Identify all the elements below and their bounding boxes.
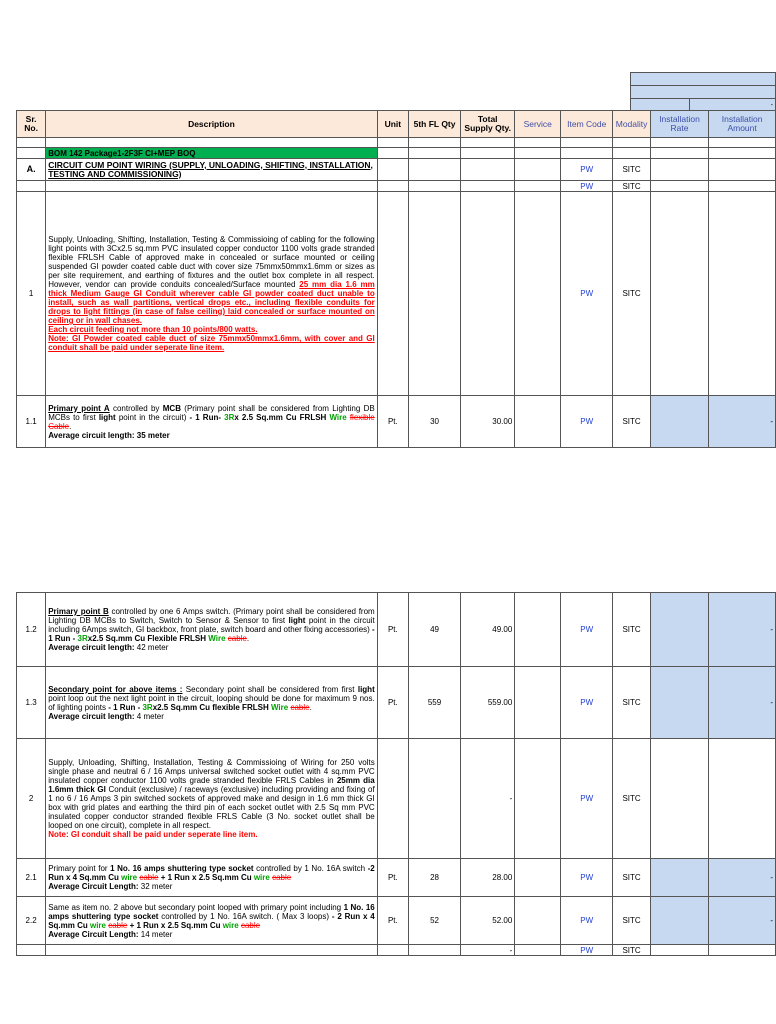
item-code: PW <box>561 593 613 667</box>
table-row <box>17 859 776 897</box>
header-row <box>17 111 776 138</box>
fl-qty: 49 <box>408 593 460 667</box>
boq-table-lower <box>16 592 776 956</box>
desc-green: 3R <box>142 702 153 712</box>
sr-no: 1.1 <box>17 396 46 448</box>
desc-bold: - 1 Run- <box>189 412 225 422</box>
code-row <box>17 181 776 192</box>
desc-bold: light <box>288 616 306 625</box>
modality: SITC <box>613 396 651 448</box>
avg-label: Average Circuit Length: <box>48 882 139 891</box>
avg-value: 32 meter <box>138 882 173 891</box>
modality: SITC <box>613 945 651 956</box>
avg-length: Average circuit length: 35 meter <box>48 430 170 440</box>
total-qty: 559.00 <box>461 667 515 739</box>
desc-green: Wire <box>208 634 226 643</box>
desc-text: Conduit (exclusive) / raceways (exclusive) including providing and fixing of 1 no 6 / 16 Amps 3 pin switched sockets of approved make and design in 1.6 mm thick GI box with grid plates and earthing the third pin of each socket outlet with 2.5 Sq mm PVC insulated copper conductor stranded flexible FRLS Cable (3 No. socket outlet shall be looped on one circuit), complete in all respect. <box>48 785 375 830</box>
section-title: CIRCUIT CUM POINT WIRING (SUPPLY, UNLOADING, SHIFTING, INSTALLATION, TESTING AND COMMISSIONING) <box>46 159 378 181</box>
section-letter: A. <box>17 159 46 181</box>
fl-qty: 559 <box>408 667 460 739</box>
desc-bold: MCB <box>162 403 181 413</box>
desc-text: . <box>309 702 312 712</box>
desc-green: 3R <box>224 412 235 422</box>
desc-bold: - 1 Run - <box>108 702 143 712</box>
boq-title-row <box>17 148 776 159</box>
item-description <box>46 859 378 897</box>
spacer-row <box>17 138 776 148</box>
item-description <box>46 192 378 396</box>
desc-text: Supply, Unloading, Shifting, Installation, Testing & Commissioing of Wiring for 250 volts single phase and neutral 6 / 16 Amps universal switched socket outlet with 4 sq.mm PVC insulated copper conductor 1100 volts grade stranded flexible FRLS Cables in <box>48 758 375 785</box>
desc-underline: Primary point A <box>48 403 110 413</box>
col-description: Description <box>46 111 378 138</box>
desc-bold: x 2.5 Sq.mm Cu FRLSH <box>234 412 330 422</box>
item-description <box>46 739 378 859</box>
col-modality: Modality <box>613 111 651 138</box>
table-row <box>17 667 776 739</box>
total-qty: 28.00 <box>461 859 515 897</box>
avg-label: Average circuit length: <box>48 643 135 652</box>
total-qty: 49.00 <box>461 593 515 667</box>
desc-strike: cable <box>272 873 292 882</box>
item-code: PW <box>561 396 613 448</box>
desc-strike: cable <box>108 920 128 930</box>
desc-bold: light <box>357 684 375 694</box>
desc-bold: 25mm dia 1.6mm thick GI <box>48 776 375 794</box>
modality: SITC <box>613 159 651 181</box>
item-description <box>46 897 378 945</box>
desc-text: controlled by <box>109 403 163 413</box>
desc-bold: - 1 Run - <box>48 625 375 643</box>
desc-green: wire <box>253 873 270 882</box>
install-amount: - <box>709 396 776 448</box>
sr-no: 2.2 <box>17 897 46 945</box>
col-install-rate: Installation Rate <box>650 111 708 138</box>
item-description <box>46 396 378 448</box>
desc-text: . <box>69 421 72 431</box>
desc-bold: + 1 Run x 2.5 Sq.mm Cu <box>158 873 254 882</box>
col-item-code: Item Code <box>561 111 613 138</box>
modality: SITC <box>613 739 651 859</box>
sr-no: 1.3 <box>17 667 46 739</box>
desc-green: 3R <box>77 634 88 643</box>
item-code: PW <box>561 192 613 396</box>
desc-text: controlled by 1 No. 16A switch. ( Max 3 loops) <box>158 911 332 921</box>
sr-no: 1 <box>17 192 46 396</box>
desc-bold: x2.5 Sq.mm Cu Flexible FRLSH <box>87 634 209 643</box>
install-amount: - <box>709 593 776 667</box>
sr-no: 2 <box>17 739 46 859</box>
col-sr-no: Sr. No. <box>17 111 46 138</box>
modality: SITC <box>613 593 651 667</box>
item-description <box>46 593 378 667</box>
modality: SITC <box>613 181 651 192</box>
boq-title: BOM 142 Package1-2F3F CI+MEP BOQ <box>46 148 378 159</box>
desc-text: Supply, Unloading, Shifting, Installation, Testing & Commissioing of cabling for the following light points with 3Cx2.5 sq.mm PVC insulated copper conductor 1100 volts grade stranded flexible FRLSH Cable of approved make in concealed or surface mounted or ceiling suspended GI powder coated cable duct with cover size 75mmx50mmx1.6mm or sizes as per site requirement, and earthing of fixtures and the outlet box complete in all respect. However, vendor can provide conduits concealed/Surface mounted <box>48 235 375 289</box>
item-code: PW <box>561 945 613 956</box>
desc-bold: 1 No. 16 amps shuttering type socket <box>110 864 254 873</box>
modality: SITC <box>613 897 651 945</box>
desc-strike: cable <box>240 920 261 930</box>
desc-green: wire <box>121 873 138 882</box>
desc-strike: cable <box>139 873 159 882</box>
desc-bold: 1 No. 16 amps shuttering type socket <box>48 902 375 921</box>
install-amount: - <box>709 667 776 739</box>
item-code: PW <box>561 739 613 859</box>
avg-label: Average circuit length: <box>48 711 135 721</box>
avg-value: 42 meter <box>134 643 169 652</box>
desc-bold: light <box>98 412 116 422</box>
avg-length <box>48 882 375 891</box>
col-unit: Unit <box>377 111 408 138</box>
install-amount: - <box>709 897 776 945</box>
table-row <box>17 897 776 945</box>
item-code: PW <box>561 159 613 181</box>
unit: Pt. <box>377 396 408 448</box>
table-row <box>17 945 776 956</box>
install-amount: - <box>709 859 776 897</box>
avg-value: 14 meter <box>138 929 173 939</box>
col-service: Service <box>515 111 561 138</box>
col-total-supply: Total Supply Qty. <box>461 111 515 138</box>
desc-text: Primary point for <box>48 864 111 873</box>
desc-green: wire <box>89 920 106 930</box>
desc-text: . <box>246 634 250 643</box>
item-description <box>46 667 378 739</box>
unit: Pt. <box>377 859 408 897</box>
desc-underline: Primary point B <box>48 607 109 616</box>
desc-text: point in the circuit) <box>115 412 190 422</box>
item-code: PW <box>561 859 613 897</box>
section-row <box>17 159 776 181</box>
desc-red-text: Each circuit feeding not more than 10 points/800 watts. <box>48 325 258 334</box>
avg-length <box>48 643 375 652</box>
col-fl-qty: 5th FL Qty <box>408 111 460 138</box>
desc-red-text: Note: GI conduit shall be paid under seperate line item. <box>48 830 258 839</box>
desc-text: controlled by one 6 Amps switch. (Primary point shall be considered from Lighting DB MCBs to Switch, Switch to Sensor & Sensor to first <box>48 607 375 625</box>
table-row <box>17 192 776 396</box>
modality: SITC <box>613 859 651 897</box>
desc-text: point loop out the next light point in the circuit, looping should be done for maximum 9 nos. of lighting points <box>48 693 375 712</box>
fl-qty: 30 <box>408 396 460 448</box>
desc-strike: cable <box>290 702 310 712</box>
desc-green: wire <box>222 920 239 930</box>
table-row <box>17 739 776 859</box>
desc-bold: - 2 Run x 4 Sq.mm Cu <box>48 911 375 930</box>
desc-text: point in the circuit including 6Amps switch, GI backbox, front plate, switch board and other fixing accessories) <box>48 616 375 634</box>
top-summary-box <box>630 72 776 112</box>
table-row <box>17 593 776 667</box>
desc-text: Same as item no. 2 above but secondary point looped with primary point including <box>48 902 344 912</box>
unit: Pt. <box>377 897 408 945</box>
modality: SITC <box>613 192 651 396</box>
desc-text: Secondary point shall be considered from first <box>182 684 358 694</box>
table-row <box>17 396 776 448</box>
summary-cell <box>631 73 776 86</box>
fl-qty: 28 <box>408 859 460 897</box>
avg-value: 4 meter <box>134 711 164 721</box>
avg-label: Average Circuit Length: <box>48 929 139 939</box>
summary-dash: - <box>689 99 775 112</box>
desc-bold: x2.5 Sq.mm Cu flexible FRLSH <box>152 702 271 712</box>
total-qty: - <box>461 739 515 859</box>
desc-strike: flexible Cable <box>48 412 375 431</box>
fl-qty: 52 <box>408 897 460 945</box>
total-qty: 52.00 <box>461 897 515 945</box>
summary-cell <box>631 86 776 99</box>
total-qty: 30.00 <box>461 396 515 448</box>
desc-strike: cable <box>227 634 247 643</box>
col-install-amount: Installation Amount <box>709 111 776 138</box>
modality: SITC <box>613 667 651 739</box>
desc-red-text: 25 mm dia 1.6 mm thick Medium Gauge GI Conduit wherever cable GI powder coated duct unable to install, such as wall partitions, vertical drops etc., including flexible conduits for drops to light fittings (in case of false ceiling) laid concealed or surface mounted on ceiling or in wall chases. <box>48 280 375 325</box>
desc-bold: + 1 Run x 2.5 Sq.mm Cu <box>127 920 223 930</box>
desc-bold: -2 Run x 4 Sq.mm Cu <box>48 864 375 882</box>
desc-text: controlled by 1 No. 16A switch <box>253 864 368 873</box>
avg-length <box>48 930 375 939</box>
unit: Pt. <box>377 593 408 667</box>
desc-green: Wire <box>270 702 289 712</box>
sr-no: 2.1 <box>17 859 46 897</box>
item-code: PW <box>561 181 613 192</box>
unit: Pt. <box>377 667 408 739</box>
desc-red-text: Note: GI Powder coated cable duct of size 75mmx50mmx1.6mm, with cover and GI conduit shall be paid under seperate line item. <box>48 334 375 352</box>
desc-green: Wire <box>329 412 347 422</box>
desc-underline: Secondary point for above items : <box>48 684 183 694</box>
desc-text: (Primary point shall be considered from Lighting DB MCBs to first <box>48 403 375 422</box>
sr-no: 1.2 <box>17 593 46 667</box>
item-code: PW <box>561 897 613 945</box>
total-qty: - <box>461 945 515 956</box>
boq-table-upper <box>16 110 776 448</box>
avg-length <box>48 712 375 721</box>
item-code: PW <box>561 667 613 739</box>
